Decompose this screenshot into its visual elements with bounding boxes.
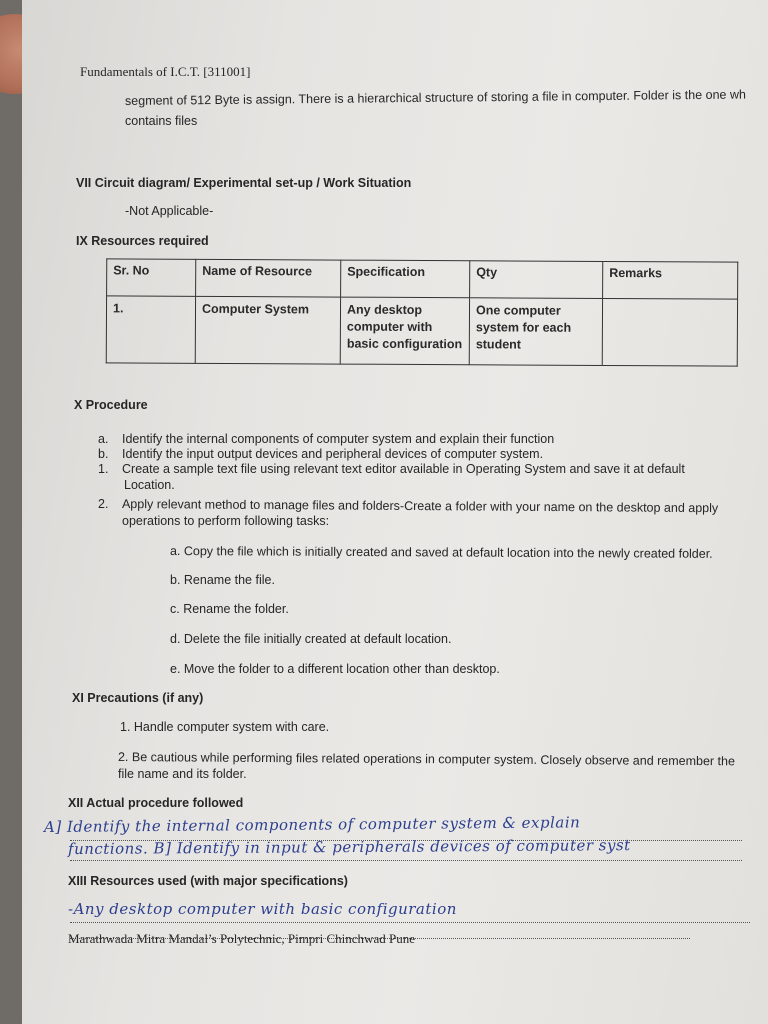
procedure-marker: a. xyxy=(98,432,109,446)
document-page xyxy=(22,0,768,1024)
procedure-marker: 1. xyxy=(98,462,109,476)
handwritten-line-1: A] Identify the internal components of computer system & explain xyxy=(43,813,581,836)
section-9-heading: IX Resources required xyxy=(76,234,209,248)
page-footer: Marathwada Mitra Mandal’s Polytechnic, Pimpri Chinchwad Pune xyxy=(68,931,415,946)
procedure-subitem: b. Rename the file. xyxy=(170,573,275,587)
table-row xyxy=(106,296,737,366)
dotted-line xyxy=(70,860,742,861)
section-7-heading: VII Circuit diagram/ Experimental set-up / Work Situation xyxy=(76,176,412,190)
section-13-heading: XIII Resources used (with major specifications) xyxy=(68,874,348,888)
precaution-item-cont: file name and its folder. xyxy=(118,767,247,781)
intro-line-1: segment of 512 Byte is assign. There is a hierarchical structure of storing a file in computer. Folder is the one wh xyxy=(124,87,746,108)
table-header-cell: Remarks xyxy=(603,261,738,299)
precaution-item: 2. Be cautious while performing files related operations in computer system. Closely observe and remember the xyxy=(117,750,736,769)
dotted-line xyxy=(70,922,750,923)
procedure-item: Apply relevant method to manage files and folders-Create a folder with your name on the desktop and apply xyxy=(121,497,719,516)
qty-line: One computer xyxy=(475,303,561,318)
procedure-subitem: d. Delete the file initially created at default location. xyxy=(170,632,452,646)
resources-table xyxy=(106,258,739,366)
procedure-item: Identify the internal components of computer system and explain their function xyxy=(122,432,555,446)
procedure-marker: b. xyxy=(98,447,109,461)
procedure-item: Create a sample text file using relevant text editor available in Operating System and save it at default xyxy=(122,462,685,476)
intro-line-2: contains files xyxy=(125,114,198,128)
table-cell-name: Computer System xyxy=(195,296,340,364)
procedure-subitem: c. Rename the folder. xyxy=(170,602,289,616)
procedure-item-cont: Location. xyxy=(124,478,175,492)
procedure-item-cont: operations to perform following tasks: xyxy=(122,514,330,528)
table-header-cell: Specification xyxy=(341,260,470,298)
procedure-item: Identify the input output devices and peripheral devices of computer system. xyxy=(122,447,544,461)
qty-line: student xyxy=(475,337,522,352)
section-10-heading: X Procedure xyxy=(74,398,148,412)
table-cell-qty xyxy=(469,298,602,366)
qty-line: system for each xyxy=(475,320,572,335)
procedure-subitem: a. Copy the file which is initially created and saved at default location into the newly created folder. xyxy=(169,544,713,561)
spec-line: Any desktop xyxy=(346,302,423,318)
section-12-heading: XII Actual procedure followed xyxy=(68,796,244,810)
table-header-cell: Name of Resource xyxy=(196,259,341,297)
page-header: Fundamentals of I.C.T. [311001] xyxy=(80,64,251,79)
handwritten-resources: -Any desktop computer with basic configuration xyxy=(68,900,457,918)
table-header-row xyxy=(107,259,738,299)
handwritten-line-2: functions. B] Identify in input & peripherals devices of computer syst xyxy=(67,836,631,858)
table-cell-sr: 1. xyxy=(106,296,195,363)
table-header-cell: Sr. No xyxy=(107,259,196,296)
spec-line: basic configuration xyxy=(346,336,463,352)
table-cell-spec xyxy=(340,297,469,365)
spec-line: computer with xyxy=(346,319,433,335)
section-7-text: -Not Applicable- xyxy=(125,204,214,218)
section-11-heading: XI Precautions (if any) xyxy=(72,691,204,705)
procedure-subitem: e. Move the folder to a different location other than desktop. xyxy=(170,662,500,676)
precaution-item: 1. Handle computer system with care. xyxy=(120,720,330,734)
procedure-marker: 2. xyxy=(98,497,109,511)
table-cell-remarks xyxy=(602,298,737,366)
table-header-cell: Qty xyxy=(470,261,603,299)
